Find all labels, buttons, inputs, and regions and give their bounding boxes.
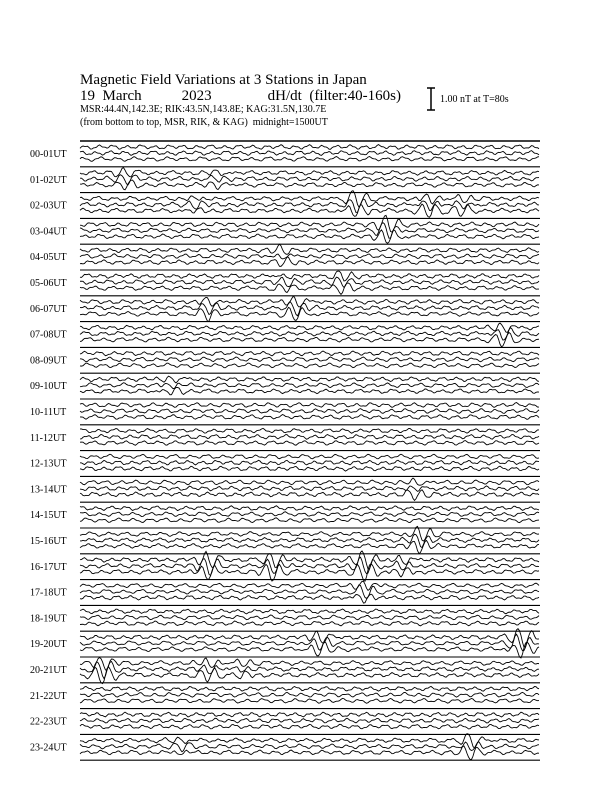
trace-rik xyxy=(80,357,539,362)
row-label: 07-08UT xyxy=(30,329,67,341)
date-day: 19 xyxy=(80,88,95,104)
row-label: 16-17UT xyxy=(30,561,67,573)
trace-kag xyxy=(80,271,539,281)
row-label: 17-18UT xyxy=(30,587,67,599)
trace-kag xyxy=(80,581,539,590)
trace-msr xyxy=(80,157,539,162)
trace-rik xyxy=(80,383,539,389)
trace-msr xyxy=(80,621,539,626)
trace-rik xyxy=(80,277,539,287)
row-label: 06-07UT xyxy=(30,303,67,315)
trace-msr xyxy=(80,387,539,394)
row-label: 21-22UT xyxy=(30,690,67,702)
trace-kag xyxy=(80,403,539,408)
midnight-label: midnight=1500UT xyxy=(252,117,328,128)
stations-info: MSR:44.4N,142.3E; RIK:43.5N,143.8E; KAG:31.5N,130.7E xyxy=(80,104,327,115)
trace-msr xyxy=(80,441,539,446)
scale-bar xyxy=(427,88,435,110)
trace-msr xyxy=(80,257,539,266)
trace-msr xyxy=(80,594,539,603)
trace-rik xyxy=(80,151,539,156)
trace-kag xyxy=(80,323,539,332)
trace-rik xyxy=(80,615,539,620)
trace-msr xyxy=(80,332,539,346)
trace-rik xyxy=(80,486,539,491)
row-label: 09-10UT xyxy=(30,381,67,393)
trace-kag xyxy=(80,145,539,150)
trace-kag xyxy=(80,454,539,459)
filter-label: (filter:40-160s) xyxy=(309,88,401,104)
date-year: 2023 xyxy=(181,88,212,104)
trace-kag xyxy=(80,609,539,614)
trace-msr xyxy=(80,518,539,523)
row-label: 12-13UT xyxy=(30,458,67,470)
row-label: 02-03UT xyxy=(30,200,67,212)
date-month: March xyxy=(102,88,142,104)
row-label: 04-05UT xyxy=(30,252,67,264)
trace-rik xyxy=(80,328,539,340)
trace-msr xyxy=(80,283,539,294)
trace-rik xyxy=(80,254,539,259)
row-label: 11-12UT xyxy=(30,432,67,444)
row-label: 13-14UT xyxy=(30,484,67,496)
trace-rik xyxy=(80,409,539,414)
row-label: 23-24UT xyxy=(30,742,67,754)
trace-rik xyxy=(80,742,539,752)
row-label: 03-04UT xyxy=(30,226,67,238)
trace-msr xyxy=(80,698,539,703)
trace-kag xyxy=(80,478,539,485)
trace-kag xyxy=(80,297,539,307)
row-label: 18-19UT xyxy=(30,613,67,625)
trace-msr xyxy=(80,490,539,501)
trace-msr xyxy=(80,724,539,729)
trace-kag xyxy=(80,191,539,207)
trace-rik xyxy=(80,512,539,517)
trace-msr xyxy=(80,230,539,244)
trace-rik xyxy=(80,692,539,697)
trace-kag xyxy=(80,686,539,691)
trace-kag xyxy=(80,506,539,511)
trace-kag xyxy=(80,428,539,433)
chart-title: Magnetic Field Variations at 3 Stations in Japan xyxy=(80,72,367,88)
row-label: 05-06UT xyxy=(30,278,67,289)
trace-kag xyxy=(80,351,539,356)
row-label: 00-01UT xyxy=(30,149,67,160)
rows-group xyxy=(30,141,540,760)
row-label: 01-02UT xyxy=(30,174,67,186)
row-label: 08-09UT xyxy=(30,355,67,367)
row-label: 22-23UT xyxy=(30,716,67,728)
trace-rik xyxy=(80,460,539,465)
trace-rik xyxy=(80,534,539,547)
trace-msr xyxy=(80,363,539,368)
trace-kag xyxy=(80,658,539,670)
trace-kag xyxy=(80,712,539,717)
row-label: 20-21UT xyxy=(30,665,67,676)
trace-msr xyxy=(80,466,539,471)
trace-rik xyxy=(80,302,539,316)
trace-msr xyxy=(80,415,539,420)
trace-rik xyxy=(80,434,539,439)
row-label: 15-16UT xyxy=(30,536,67,547)
row-label: 14-15UT xyxy=(30,510,67,522)
trace-msr xyxy=(80,540,539,553)
scale-label: 1.00 nT at T=80s xyxy=(440,94,509,105)
trace-kag xyxy=(80,734,539,749)
trace-kag xyxy=(80,376,539,383)
trace-kag xyxy=(80,244,539,254)
quantity-label: dH/dt xyxy=(267,88,302,104)
trace-rik xyxy=(80,718,539,723)
order-label: (from bottom to top, MSR, RIK, & KAG) xyxy=(80,117,248,128)
trace-msr xyxy=(80,180,539,190)
trace-kag xyxy=(80,526,539,541)
row-label: 10-11UT xyxy=(30,407,67,418)
row-label: 19-20UT xyxy=(30,639,67,651)
trace-kag xyxy=(80,168,539,177)
